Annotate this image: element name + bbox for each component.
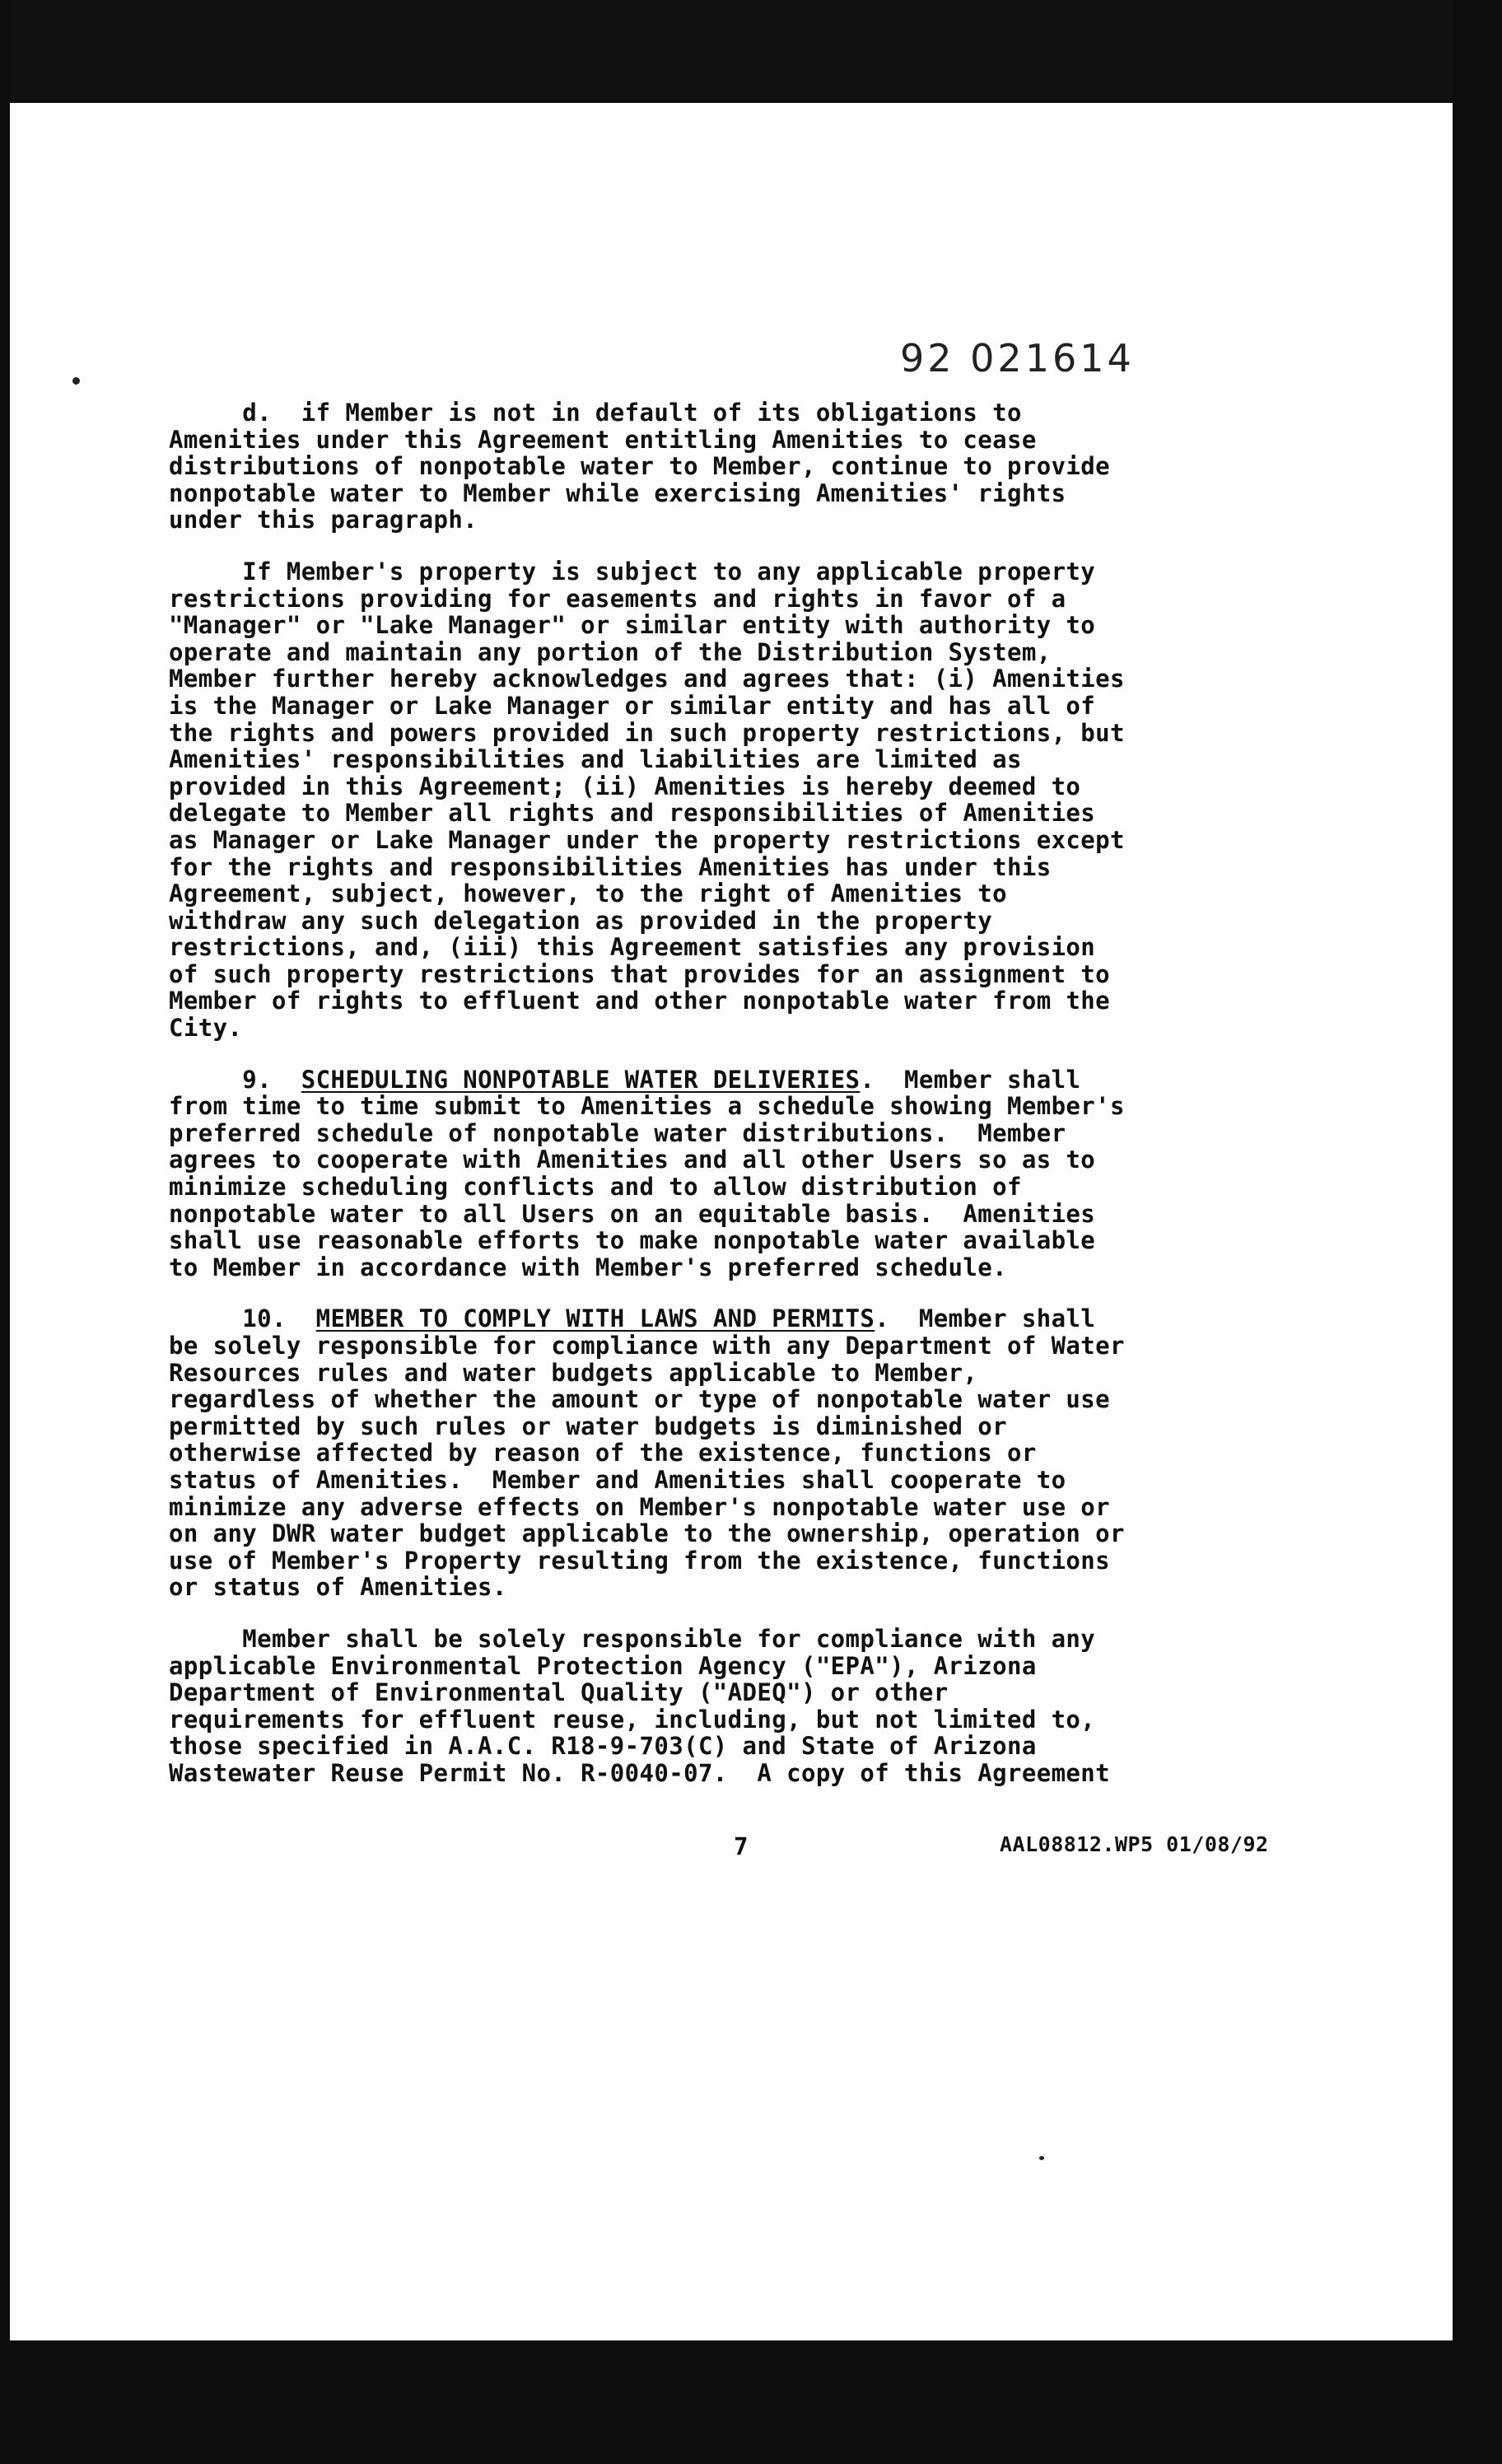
scan-border-left [0,0,10,2464]
section-9-heading: SCHEDULING NONPOTABLE WATER DELIVERIES [301,1065,861,1094]
text-line: or status of Amenities. [169,1573,507,1602]
section-10 [169,1305,1322,1601]
scan-speck [72,377,80,385]
text-line: Amenities under this Agreement entitling Amenities to cease [169,425,1037,454]
document-number-stamp: 92 021614 [900,336,1135,380]
text-line: nonpotable water to all Users on an equitable basis. Amenities [169,1199,1096,1228]
section-9-number: 9. [169,1065,301,1094]
section-10-heading-tail: . Member shall [875,1304,1096,1333]
file-code: AAL08812.WP5 01/08/92 [1000,1832,1269,1856]
text-line: for the rights and responsibilities Amenities has under this [169,852,1052,881]
text-line: preferred schedule of nonpotable water distributions. Member [169,1118,1066,1147]
text-line: status of Amenities. Member and Amenities shall cooperate to [169,1465,1066,1494]
text-line: the rights and powers provided in such property restrictions, but [169,718,1125,747]
text-line: shall use reasonable efforts to make nonpotable water available [169,1226,1096,1255]
text-line: on any DWR water budget applicable to the ownership, operation or [169,1519,1125,1548]
text-line: be solely responsible for compliance with any Department of Water [169,1332,1125,1360]
text-line: minimize scheduling conflicts and to allow distribution of [169,1173,1022,1202]
paragraph-epa-compliance [169,1626,1322,1787]
document-body [169,399,1322,1787]
scan-speck [1039,2156,1044,2160]
text-line: Amenities' responsibilities and liabilities are limited as [169,745,1022,774]
text-line: use of Member's Property resulting from the existence, functions [169,1546,1111,1575]
text-line: Member of rights to effluent and other nonpotable water from the [169,987,1111,1015]
text-line: Agreement, subject, however, to the right of Amenities to [169,880,1007,908]
paragraph-d [169,399,1322,534]
section-10-heading: MEMBER TO COMPLY WITH LAWS AND PERMITS [315,1304,875,1333]
text-line: agrees to cooperate with Amenities and all other Users so as to [169,1146,1096,1174]
text-line: from time to time submit to Amenities a schedule showing Member's [169,1092,1125,1121]
text-line: under this paragraph. [169,506,478,534]
text-line: "Manager" or "Lake Manager" or similar entity with authority to [169,611,1096,640]
text-line: nonpotable water to Member while exercising Amenities' rights [169,478,1066,507]
text-line: delegate to Member all rights and responsibilities of Amenities [169,799,1096,828]
text-line: withdraw any such delegation as provided in the property [169,906,993,935]
text-line: d. if Member is not in default of its obligations to [169,399,1022,427]
text-line: operate and maintain any portion of the Distribution System, [169,637,1052,666]
text-line: as Manager or Lake Manager under the property restrictions except [169,825,1125,854]
text-line: permitted by such rules or water budgets is diminished or [169,1412,1007,1440]
text-line: Department of Environmental Quality ("ADEQ") or other [169,1678,949,1707]
text-line: Member shall be solely responsible for compliance with any [169,1624,1096,1653]
text-line: Resources rules and water budgets applicable to Member, [169,1358,978,1387]
paragraph-property-restrictions [169,558,1322,1042]
text-line: to Member in accordance with Member's preferred schedule. [169,1253,1007,1281]
page-number: 7 [734,1832,749,1860]
text-line: distributions of nonpotable water to Member, continue to provide [169,452,1111,481]
text-line: otherwise affected by reason of the existence, functions or [169,1439,1037,1468]
text-line: Member further hereby acknowledges and agrees that: (i) Amenities [169,665,1125,693]
text-line: those specified in A.A.C. R18-9-703(C) and State of Arizona [169,1732,1037,1761]
text-line: restrictions providing for easements and rights in favor of a [169,584,1066,613]
section-10-number: 10. [169,1304,316,1333]
section-9-heading-tail: . Member shall [860,1065,1081,1094]
text-line: is the Manager or Lake Manager or similar entity and has all of [169,691,1096,720]
text-line: of such property restrictions that provides for an assignment to [169,959,1111,988]
text-line: restrictions, and, (iii) this Agreement satisfies any provision [169,933,1096,962]
scan-border-bottom [0,2340,1502,2464]
text-line: regardless of whether the amount or type of nonpotable water use [169,1385,1111,1414]
scan-border-top [0,0,1502,103]
text-line: City. [169,1014,243,1043]
text-line: If Member's property is subject to any applicable property [169,557,1096,586]
text-line: Wastewater Reuse Permit No. R-0040-07. A copy of this Agreement [169,1758,1111,1787]
text-line: minimize any adverse effects on Member's nonpotable water use or [169,1492,1111,1521]
text-line: applicable Environmental Protection Agency ("EPA"), Arizona [169,1651,1037,1680]
section-9 [169,1066,1322,1281]
text-line: provided in this Agreement; (ii) Amenities is hereby deemed to [169,772,1081,800]
scan-border-right [1453,0,1502,2464]
text-line: requirements for effluent reuse, including, but not limited to, [169,1705,1096,1734]
